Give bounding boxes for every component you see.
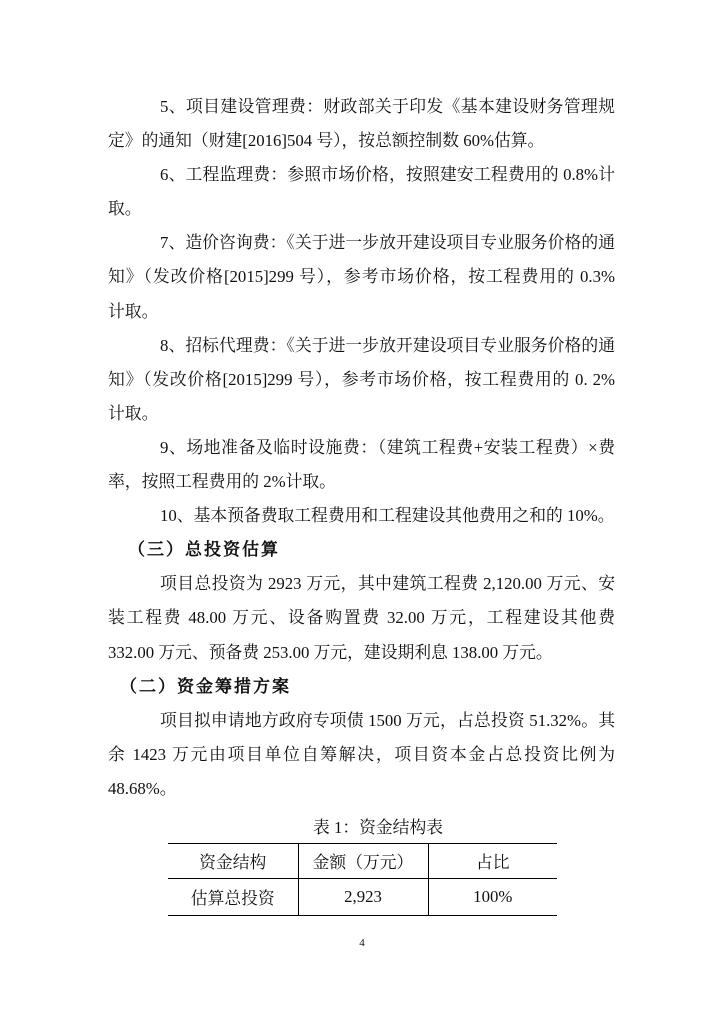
fee-item-6-line-1: 6、工程监理费：参照市场价格，按照建安工程费用的 0.8%计 xyxy=(160,165,615,185)
table-row xyxy=(168,879,557,916)
fee-item-5-line-1: 5、项目建设管理费：财政部关于印发《基本建设财务管理规 xyxy=(160,97,615,116)
funding-structure-table xyxy=(168,843,557,916)
funding-plan-line-1: 项目拟申请地方政府专项债 1500 万元，占总投资 51.32%。其 xyxy=(160,710,615,730)
fee-item-7-line-1: 7、造价咨询费：《关于进一步放开建设项目专业服务价格的通 xyxy=(160,233,615,253)
section-heading-funding-plan: （二）资金筹措方案 xyxy=(120,676,291,696)
fee-item-5 xyxy=(108,90,615,158)
cell-funding-structure: 估算总投资 xyxy=(168,879,298,916)
fee-item-8 xyxy=(108,329,615,431)
fee-item-7 xyxy=(108,226,615,328)
fee-item-8-line-1: 8、招标代理费：《关于进一步放开建设项目专业服务价格的通 xyxy=(160,335,615,355)
fee-item-7-line-2: 知》（发改价格[2015]299 号），参考市场价格，按工程费用的 0.3% xyxy=(108,267,615,287)
fee-item-6 xyxy=(108,158,615,226)
fee-item-5-line-2: 定》的通知（财建[2016]504 号），按总额控制数 60%估算。 xyxy=(108,131,545,151)
fee-item-9 xyxy=(108,431,615,499)
header-amount: 金额（万元） xyxy=(298,844,428,879)
page-number: 4 xyxy=(359,937,365,949)
fee-item-7-line-3: 计取。 xyxy=(108,301,159,321)
fee-item-10 xyxy=(108,499,615,533)
total-investment-paragraph xyxy=(108,567,615,669)
fee-item-10-line-1: 10、基本预备费取工程费用和工程建设其他费用之和的 10%。 xyxy=(160,506,615,526)
fee-item-9-line-1: 9、场地准备及临时设施费：（建筑工程费+安装工程费）×费 xyxy=(160,437,615,457)
section-heading-total-investment: （三）总投资估算 xyxy=(128,540,280,560)
cell-amount: 2,923 xyxy=(298,879,428,916)
funding-plan-line-3: 48.68%。 xyxy=(108,778,177,798)
fee-item-6-line-2: 取。 xyxy=(108,199,142,219)
fee-item-9-line-2: 率，按照工程费用的 2%计取。 xyxy=(108,472,336,492)
total-investment-line-3: 332.00 万元、预备费 253.00 万元，建设期利息 138.00 万元。 xyxy=(108,642,553,662)
cell-proportion: 100% xyxy=(428,879,557,916)
header-funding-structure: 资金结构 xyxy=(168,844,298,879)
table-caption: 表 1：资金结构表 xyxy=(312,818,444,837)
funding-plan-paragraph xyxy=(108,704,615,806)
total-investment-line-2: 装工程费 48.00 万元、设备购置费 32.00 万元，工程建设其他费 xyxy=(108,608,615,628)
fee-item-8-line-3: 计取。 xyxy=(108,403,159,423)
funding-plan-line-2: 余 1423 万元由项目单位自筹解决，项目资本金占总投资比例为 xyxy=(108,744,615,764)
fee-item-8-line-2: 知》（发改价格[2015]299 号），参考市场价格，按工程费用的 0. 2% xyxy=(108,369,615,389)
total-investment-line-1: 项目总投资为 2923 万元，其中建筑工程费 2,120.00 万元、安 xyxy=(160,574,615,594)
body-text xyxy=(108,90,615,806)
table-header-row xyxy=(168,844,557,879)
header-proportion: 占比 xyxy=(428,844,557,879)
